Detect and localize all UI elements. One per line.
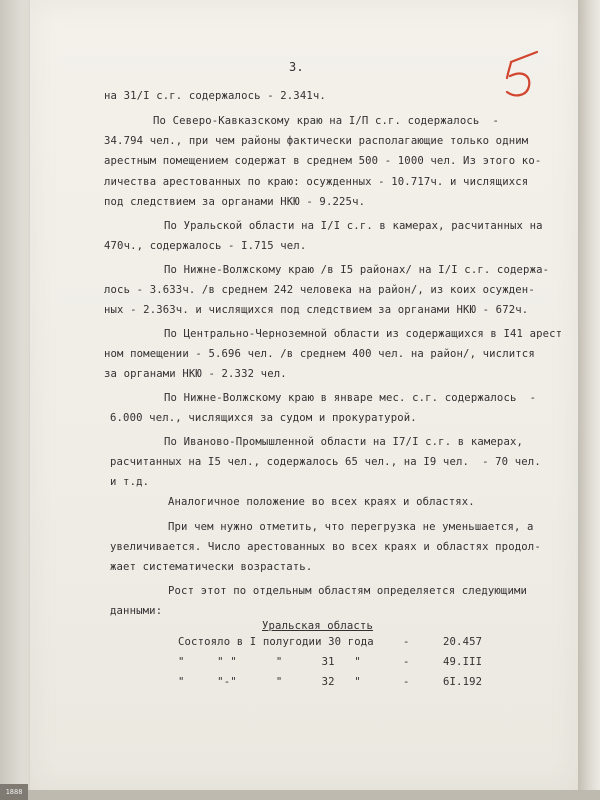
text-line: Аналогичное положение во всех краях и областях. — [168, 496, 475, 508]
text-line: 6.000 чел., числящихся за судом и прокуратурой. — [110, 412, 417, 424]
text-line: При чем нужно отметить, что перегрузка не уменьшается, а — [168, 521, 534, 533]
text-line: лось - 3.633ч. /в среднем 242 человека на район/, из коих осужден- — [104, 284, 535, 296]
row-label: " " " " 31 " — [178, 656, 361, 668]
text-line: арестным помещением содержат в среднем 500 - 1000 чел. Из этого ко- — [104, 155, 542, 167]
text-line: По Нижне-Волжскому краю в январе мес. с.г. содержалось - — [164, 392, 537, 404]
text-line: и т.д. — [110, 476, 150, 488]
text-line: По Центрально-Черноземной области из содержащихся в I41 арест — [164, 328, 563, 340]
text-line: увеличивается. Число арестованных во всех краях и областях продол- — [110, 541, 541, 553]
corner-stamp: 1888 — [0, 784, 28, 800]
row-label: Состояло в I полугодии 30 года — [178, 636, 374, 648]
text-line: за органами НКЮ - 2.332 чел. — [104, 368, 287, 380]
text-line: жает систематически возрастать. — [110, 561, 313, 573]
text-line: ном помещении - 5.696 чел. /в среднем 400 чел. на район/, числится — [104, 348, 535, 360]
text-line: Рост этот по отдельным областям определяется следующими — [168, 585, 528, 597]
row-value: 20.457 — [443, 636, 483, 648]
text-line: личества арестованных по краю: осужденных - 10.717ч. и числящихся — [104, 176, 529, 188]
margin-mark-five — [497, 46, 543, 106]
text-line: 470ч., содержалось - I.715 чел. — [104, 240, 307, 252]
text-line: расчитанных на I5 чел., содержалось 65 чел., на I9 чел. - 70 чел. — [110, 456, 541, 468]
row-value: 6I.192 — [443, 676, 483, 688]
text-line: ных - 2.363ч. и числящихся под следствием за органами НКЮ - 672ч. — [104, 304, 529, 316]
text-line: По Северо-Кавказскому краю на I/П с.г. содержалось - — [153, 115, 499, 127]
row-value: 49.III — [443, 656, 483, 668]
table-heading: Уральская область — [262, 620, 373, 632]
row-dash: - — [403, 636, 410, 648]
text-line: 34.794 чел., при чем районы фактически располагающие только одним — [104, 135, 529, 147]
row-label: " "-" " 32 " — [178, 676, 361, 688]
text-line: По Нижне-Волжскому краю /в I5 районах/ на I/I с.г. содержа- — [164, 264, 550, 276]
page-number: 3. — [289, 60, 304, 74]
page-bottom-edge — [0, 790, 600, 800]
text-line: на 31/I с.г. содержалось - 2.341ч. — [104, 90, 326, 102]
text-line: под следствием за органами НКЮ - 9.225ч. — [104, 196, 366, 208]
page-stack-edge — [578, 0, 600, 800]
text-line: данными: — [110, 605, 163, 617]
text-line: По Иваново-Промышленной области на I7/I с.г. в камерах, — [164, 436, 524, 448]
row-dash: - — [403, 656, 410, 668]
text-line: По Уральской области на I/I с.г. в камерах, расчитанных на — [164, 220, 543, 232]
row-dash: - — [403, 676, 410, 688]
